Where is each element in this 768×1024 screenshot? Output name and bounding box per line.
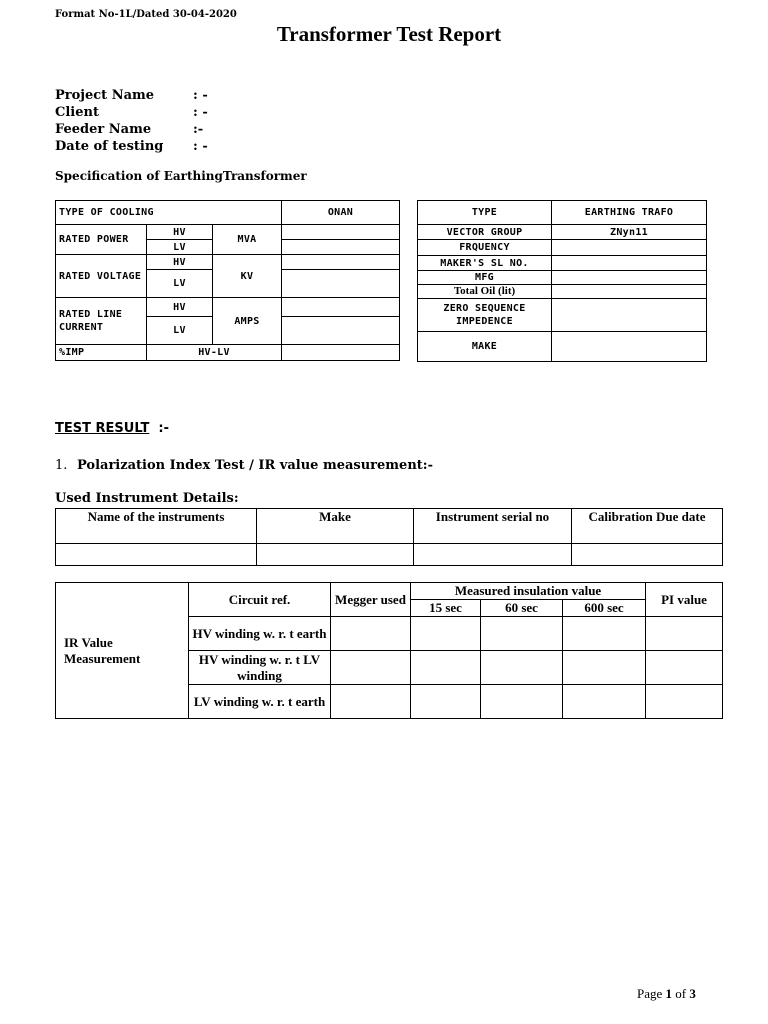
info-row-feeder [55, 122, 208, 139]
page-footer [637, 986, 696, 1002]
page-of: of [675, 986, 687, 1001]
info-value: : - [193, 105, 208, 120]
spec-right-table [417, 200, 707, 362]
info-label: Feeder Name [55, 122, 152, 137]
pi-cell [646, 617, 723, 651]
zero-sequence-value [552, 299, 707, 332]
instrument-header-make: Make [257, 509, 414, 544]
info-row-client [55, 105, 208, 122]
type-value: EARTHING TRAFO [552, 201, 707, 225]
instrument-calibration-cell [572, 544, 723, 566]
measured-insulation-header: Measured insulation value [411, 583, 646, 600]
spec-title: Specification of EarthingTransformer [55, 169, 307, 183]
zero-sequence-label: ZERO SEQUENCE IMPEDENCE [418, 299, 552, 332]
circuit-lv-earth: LV winding w. r. t earth [189, 685, 331, 719]
info-label: Client [55, 105, 99, 120]
mfg-value [552, 271, 707, 285]
rated-power-lv-value [282, 240, 400, 255]
megger-used-header: Megger used [331, 583, 411, 617]
hv-label: HV [147, 298, 213, 317]
type-of-cooling-label: TYPE OF COOLING [56, 201, 282, 225]
frequency-label: FRQUENCY [418, 240, 552, 256]
mfg-label: MFG [418, 271, 552, 285]
info-label: Date of testing [55, 139, 164, 154]
time-60-header: 60 sec [481, 600, 563, 617]
lv-label: LV [147, 317, 213, 345]
value-15-cell [411, 651, 481, 685]
pi-cell [646, 651, 723, 685]
project-info [55, 88, 208, 156]
info-value: : - [193, 139, 208, 154]
megger-cell [331, 617, 411, 651]
page-total: 3 [689, 986, 696, 1001]
imp-label: %IMP [56, 345, 147, 361]
vector-group-label: VECTOR GROUP [418, 225, 552, 240]
value-60-cell [481, 651, 563, 685]
make-value [552, 332, 707, 362]
vector-group-value: ZNyn11 [552, 225, 707, 240]
rated-power-label: RATED POWER [56, 225, 147, 255]
table-row [56, 544, 723, 566]
value-60-cell [481, 617, 563, 651]
mva-unit: MVA [213, 225, 282, 255]
megger-cell [331, 651, 411, 685]
lv-label: LV [147, 240, 213, 255]
circuit-hv-lv: HV winding w. r. t LV winding [189, 651, 331, 685]
time-600-header: 600 sec [563, 600, 646, 617]
make-label: MAKE [418, 332, 552, 362]
time-15-header: 15 sec [411, 600, 481, 617]
section-title: Polarization Index Test / IR value measurement:- [77, 458, 433, 473]
test-result-label: TEST RESULT [55, 421, 150, 436]
format-number: Format No-1L/Dated 30-04-2020 [55, 9, 237, 20]
cooling-value: ONAN [282, 201, 400, 225]
test-result-heading [55, 421, 169, 436]
info-value: : - [193, 88, 208, 103]
value-15-cell [411, 685, 481, 719]
instrument-table [55, 508, 723, 566]
makers-sl-no-value [552, 256, 707, 271]
frequency-value [552, 240, 707, 256]
amps-unit: AMPS [213, 298, 282, 345]
lv-label: LV [147, 270, 213, 298]
instrument-make-cell [257, 544, 414, 566]
page-title: Transformer Test Report [276, 22, 502, 46]
test-result-suffix: :- [158, 421, 169, 436]
rated-current-lv-value [282, 317, 400, 345]
info-value: :- [193, 122, 204, 137]
pi-value-header: PI value [646, 583, 723, 617]
megger-cell [331, 685, 411, 719]
value-600-cell [563, 651, 646, 685]
value-600-cell [563, 617, 646, 651]
ir-value-table [55, 582, 723, 719]
value-600-cell [563, 685, 646, 719]
spec-left-table [55, 200, 400, 361]
circuit-ref-header: Circuit ref. [189, 583, 331, 617]
section-1-heading [55, 458, 433, 473]
page-current: 1 [665, 986, 673, 1001]
instrument-header-name: Name of the instruments [56, 509, 257, 544]
pi-cell [646, 685, 723, 719]
rated-voltage-label: RATED VOLTAGE [56, 255, 147, 298]
page-label: Page [637, 986, 663, 1001]
type-label: TYPE [418, 201, 552, 225]
info-row-project [55, 88, 208, 105]
total-oil-label: Total Oil (lit) [418, 285, 552, 299]
circuit-hv-earth: HV winding w. r. t earth [189, 617, 331, 651]
section-number: 1. [55, 458, 68, 473]
value-15-cell [411, 617, 481, 651]
hv-label: HV [147, 225, 213, 240]
instrument-heading: Used Instrument Details: [55, 491, 239, 506]
rated-voltage-hv-value [282, 255, 400, 270]
instrument-header-calibration: Calibration Due date [572, 509, 723, 544]
instrument-name-cell [56, 544, 257, 566]
hv-label: HV [147, 255, 213, 270]
rated-voltage-lv-value [282, 270, 400, 298]
instrument-serial-cell [414, 544, 572, 566]
total-oil-value [552, 285, 707, 299]
ir-value-label: IR Value Measurement [56, 583, 189, 719]
hv-lv-label: HV-LV [147, 345, 282, 361]
info-label: Project Name [55, 88, 155, 103]
rated-power-hv-value [282, 225, 400, 240]
makers-sl-no-label: MAKER'S SL NO. [418, 256, 552, 271]
instrument-header-serial: Instrument serial no [414, 509, 572, 544]
imp-value [282, 345, 400, 361]
value-60-cell [481, 685, 563, 719]
info-row-date [55, 139, 208, 156]
rated-line-current-label: RATED LINE CURRENT [56, 298, 147, 345]
rated-current-hv-value [282, 298, 400, 317]
kv-unit: KV [213, 255, 282, 298]
